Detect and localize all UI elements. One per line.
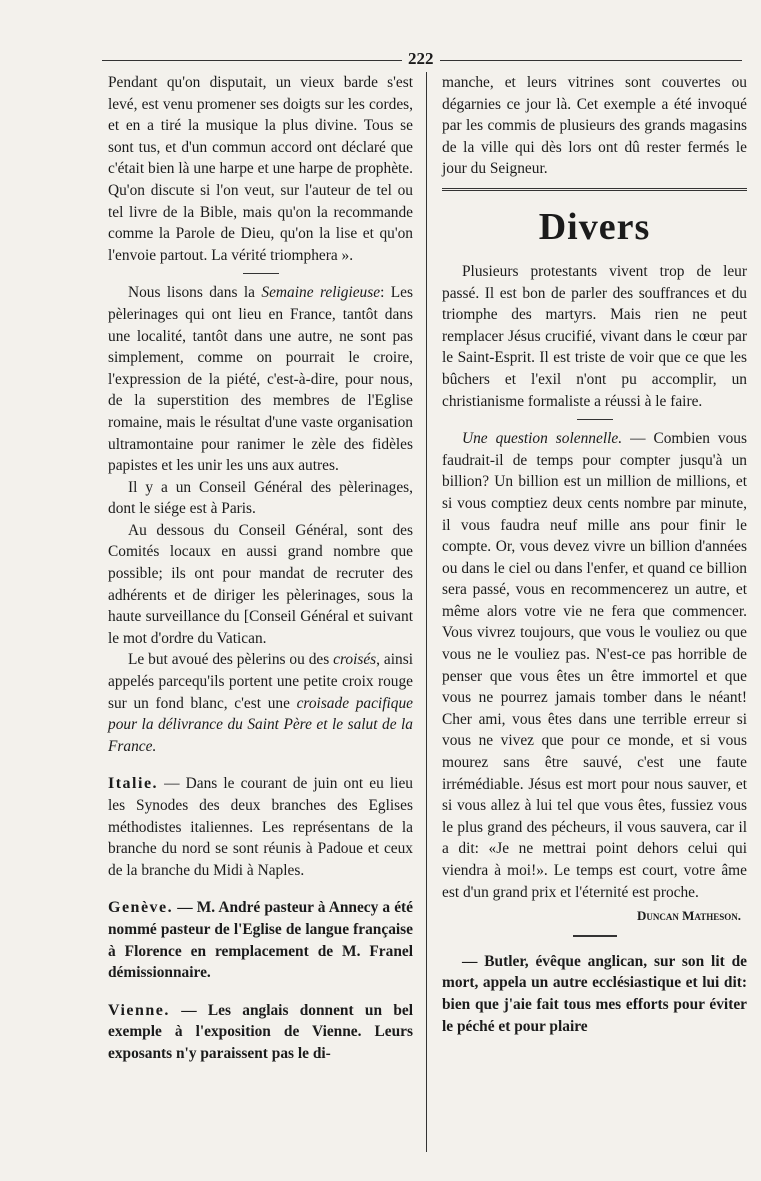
butler-paragraph: — Butler, évêque anglican, sur son lit de mort, appela un autre ecclésiastique et lui dit: bien que j'aie fait tous mes efforts pour éviter le péché et pour plaire	[442, 952, 747, 1035]
vienne-item: Vienne. — Les anglais donnent un bel exemple à l'exposition de Vienne. Leurs exposants n'y paraissent pas le di-	[108, 1001, 413, 1062]
harp-paragraph: Pendant qu'on disputait, un vieux barde s'est levé, est venu promener ses doigts sur les cordes, et en a tiré la musique la plus divine. Tous se sont tus, et d'un commun accord ont déclaré que c'était bien là une harpe et une harpe de prophète. Qu'on discute si l'on veut, sur l'auteur de tel ou tel livre de la Bible, mais qu'on la recommande comme la Parole de Dieu, qu'on la lise et qu'on l'envoie partout. La vérité triomphera ».	[108, 74, 413, 264]
source-title: Semaine religieuse	[261, 284, 381, 302]
committees-paragraph: Au dessous du Conseil Général, sont des Comités locaux en aussi grand nombre que possible; ils ont pour mandat de recruter des adhérents et de diriger les pèlerinages, sous la haute surveillance du [Conseil Général et suivant le mot d'ordre du Vatican.	[108, 521, 413, 647]
italie-item: Italie. — Dans le courant de juin ont eu lieu les Synodes des deux branches des Eglises méthodistes italiennes. Les représentans de la branche du nord se sont réunis à Padoue et ceux de la branche du Midi à Naples.	[108, 775, 413, 879]
column-divider	[426, 72, 427, 1152]
signature: Duncan Matheson.	[637, 908, 741, 924]
page-header	[102, 50, 742, 68]
section-separator	[243, 273, 279, 274]
geneve-heading: Genève.	[108, 899, 174, 917]
double-rule	[442, 188, 747, 191]
crusade-italic: croisade pacifique pour la délivrance du Saint Père et le salut de la France.	[108, 694, 413, 755]
pilgrimage-paragraph: Nous lisons dans la Semaine religieuse: Les pèlerinages qui ont lieu en France, tantôt dans une localité, tantôt dans une autre, ne sont pas simplement, comme on pourrait le croire, l'expression de la piété, c'est-à-dire, pour nous, de la superstition des membres de l'Eglise romaine, mais le résultat d'une vaste organisation ultramontaine pour ranimer le zèle des fidèles papistes et les unir les uns aux autres.	[108, 284, 413, 475]
left-column	[108, 72, 413, 1065]
question-title: Une question solennelle.	[462, 430, 623, 448]
geneve-item: Genève. — M. André pasteur à Annecy a été nommé pasteur de l'Eglise de langue française à Florence en remplacement de M. Franel démissionnaire.	[108, 899, 413, 982]
vienne-continuation: manche, et leurs vitrines sont couvertes ou dégarnies ce jour là. Cet exemple a été invoqué par les commis de plusieurs des grands magasins de la ville qui dès lors ont dû rester fermés le jour du Seigneur.	[442, 74, 747, 178]
council-paragraph: Il y a un Conseil Général des pèlerinages, dont le siége est à Paris.	[108, 478, 413, 518]
right-column	[442, 72, 747, 1037]
italie-heading: Italie.	[108, 775, 159, 793]
crusade-paragraph: Le but avoué des pèlerins ou des croisés, ainsi appelés parcequ'ils portent une petite croix rouge sur un fond blanc, c'est une croisade pacifique pour la délivrance du Saint Père et le salut de la France.	[108, 651, 413, 755]
vienne-heading: Vienne.	[108, 1001, 170, 1019]
divers-heading: Divers	[538, 205, 651, 248]
section-separator	[577, 419, 613, 420]
section-separator	[573, 935, 617, 937]
question-paragraph: Une question solennelle. — Combien vous faudrait-il de temps pour compter jusqu'à un billion? Un billion est un million de millions, et si vous comptiez deux cents nombre par minute, il vous faudra neuf mille ans pour finir le compte. Or, vous devez vivre un billion d'années ou dans le ciel ou dans l'enfer, et quand ce billion sera passé, vous en recommencerez un autre, et même alors votre vie ne fera que commencer. Vous vivrez toujours, que vous le vouliez ou que vous ne le vouliez pas. N'est-ce pas horrible de penser que vous êtes un être immortel et que vous ne pourrez jamais tomber dans le néant! Cher ami, vous êtes dans une terrible erreur si vous ne vivez que pour ce monde, et si vous mourez sans être sauvé, c'est une faute irrémédiable. Jésus est mort pour nous sauver, et si vous allez à lui tel que vous êtes, fussiez vous le plus grand des pécheurs, il vous sauvera, car il a dit: «Je ne mettrai point dehors celui qui viendra à moi!». Le temps est court, votre âme est d'un grand prix et l'éternité est proche.	[442, 430, 747, 901]
page-number: 222	[402, 50, 440, 68]
protestants-paragraph: Plusieurs protestants vivent trop de leur passé. Il est bon de parler des souffrances et du triomphe des martyrs. Mais rien ne peut remplacer Jésus crucifié, vivant dans le cœur par le Saint-Esprit. Il est triste de voir que ce que les bûchers et l'exil n'ont pu accomplir, un christianisme formaliste a réussi à le faire.	[442, 262, 747, 410]
